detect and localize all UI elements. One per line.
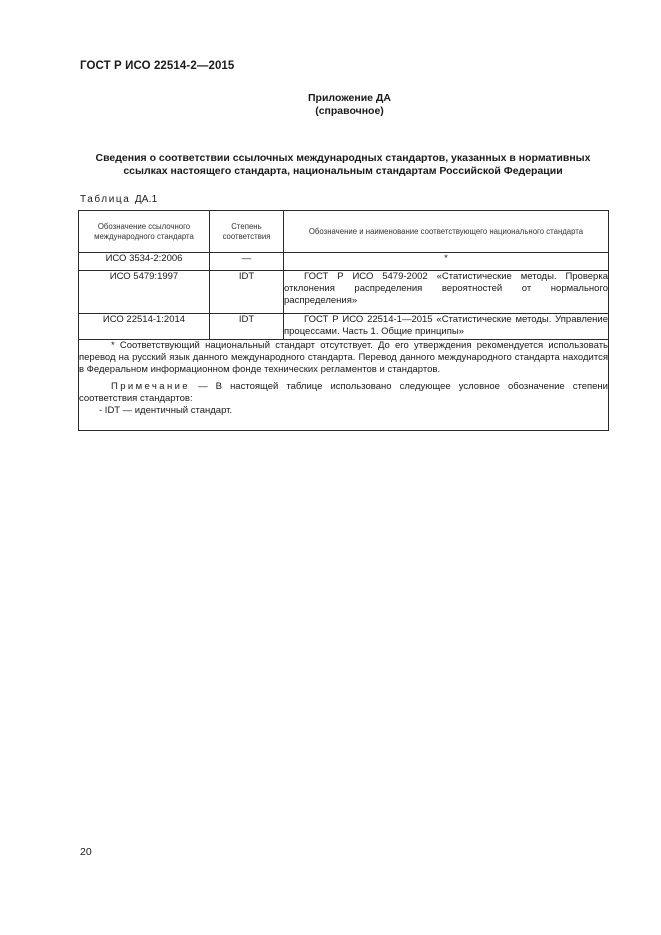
annex-subtitle: (справочное) [315, 105, 384, 117]
section-title-line-1: Сведения о соответствии ссылочных международных стандартов, указанных в нормативных [95, 152, 591, 164]
table-footnote: * Соответствующий национальный стандарт отсутствует. До его утверждения рекомендуется использовать перевод на русский язык данного международного стандарта. Перевод данного международного стандарта находится в Федеральном информационном фонде технических регламентов и стандартов. [79, 340, 608, 375]
header-degree: Степень соответствия [210, 211, 284, 253]
cell-national: * [284, 253, 609, 271]
note-item: - IDT — идентичный стандарт. [99, 404, 233, 416]
page-number: 20 [80, 846, 92, 858]
table-note [79, 381, 608, 405]
note-text: — В настоящей таблице использовано следующее условное обозначение степени соответствия стандартов: [79, 381, 608, 405]
cell-code: ИСО 22514-1:2014 [79, 314, 210, 340]
cell-national-text: ГОСТ Р ИСО 5479-2002 «Статистические методы. Проверка отклонения распределения вероятностей от нормального распределения» [284, 271, 608, 306]
correspondence-table [78, 210, 609, 431]
table-header-row [79, 211, 609, 253]
cell-degree: IDT [210, 314, 284, 340]
cell-national [284, 271, 609, 314]
cell-national-text: ГОСТ Р ИСО 22514-1—2015 «Статистические методы. Управление процессами. Часть 1. Общие принципы» [284, 314, 608, 337]
table-notes [79, 340, 609, 431]
header-international-standard: Обозначение ссылочного международного стандарта [79, 211, 210, 253]
table-caption-word: Таблица [80, 194, 131, 205]
section-title-line-2: ссылках настоящего стандарта, национальным стандартам Российской Федерации [123, 165, 563, 177]
header-national-standard: Обозначение и наименование соответствующего национального стандарта [284, 211, 609, 253]
table-notes-row [79, 340, 609, 431]
table-caption-number: ДА.1 [134, 194, 158, 205]
cell-code: ИСО 3534-2:2006 [79, 253, 210, 271]
table-caption [80, 194, 157, 205]
cell-national [284, 314, 609, 340]
annex-title: Приложение ДА [308, 92, 391, 104]
cell-code: ИСО 5479:1997 [79, 271, 210, 314]
table-row [79, 271, 609, 314]
section-title [80, 152, 606, 178]
cell-degree: IDT [210, 271, 284, 314]
annex-heading [0, 92, 661, 118]
document-code: ГОСТ Р ИСО 22514-2—2015 [80, 60, 235, 72]
cell-degree: — [210, 253, 284, 271]
table-row [79, 314, 609, 340]
table-row [79, 253, 609, 271]
note-label: Примечание [111, 381, 190, 393]
